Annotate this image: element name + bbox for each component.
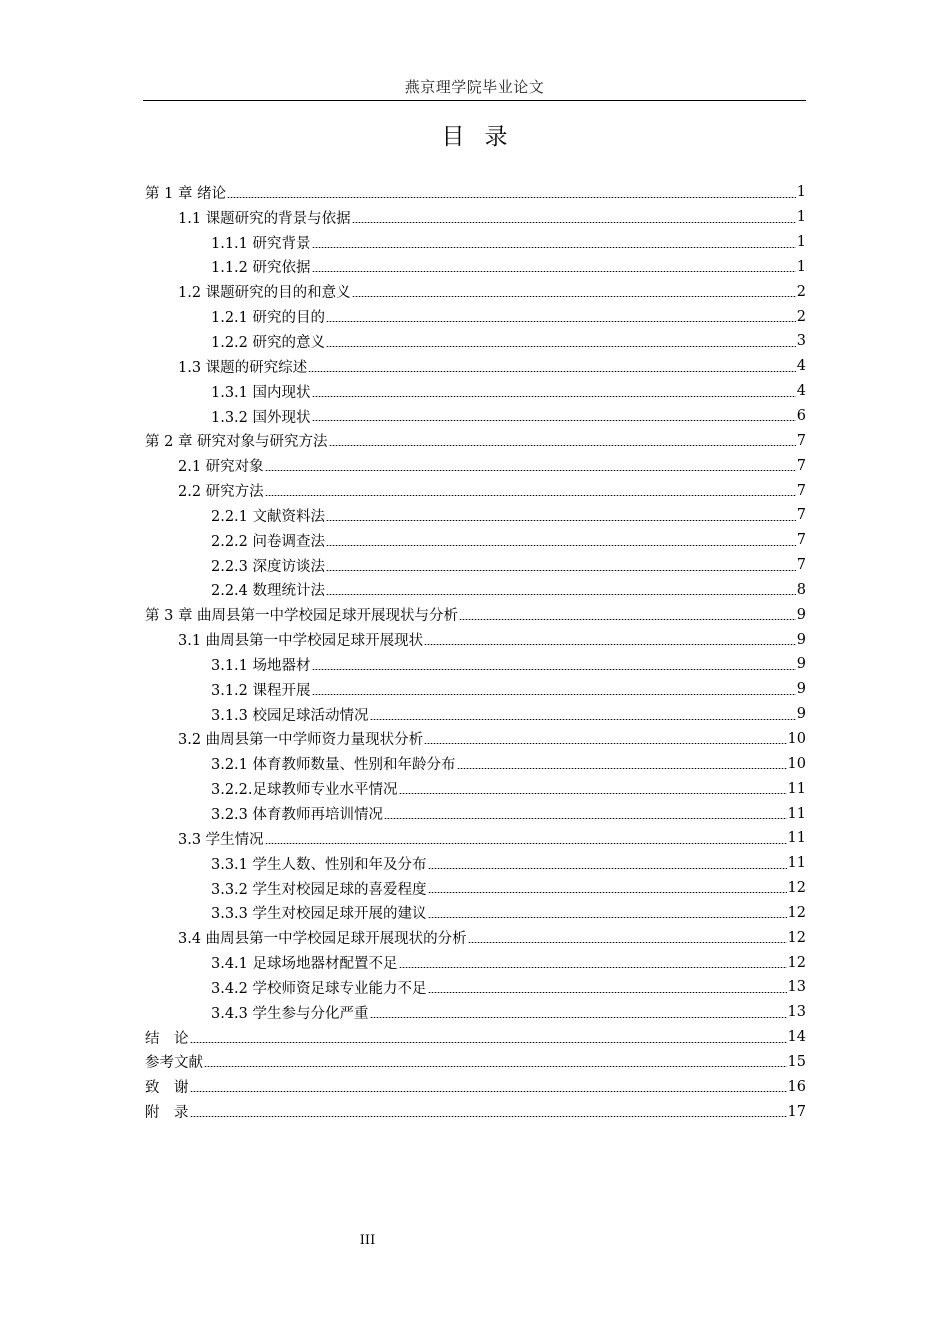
toc-entry-title: 3.2 曲周县第一中学师资力量现状分析 xyxy=(178,732,424,749)
toc-entry-page: 7 xyxy=(796,457,806,474)
toc-entry[interactable] xyxy=(143,727,806,752)
toc-entry-title: 3.2.1 体育教师数量、性别和年龄分布 xyxy=(211,757,456,774)
toc-entry-page: 17 xyxy=(787,1103,806,1120)
toc-entry-page: 7 xyxy=(796,532,806,549)
toc-entry-page: 10 xyxy=(787,755,806,772)
toc-entry[interactable] xyxy=(143,578,806,603)
toc-entry-title: 3.4.3 学生参与分化严重 xyxy=(211,1005,369,1022)
toc-entry[interactable] xyxy=(143,1074,806,1099)
toc-entry-title: 1.1.2 研究依据 xyxy=(211,260,311,277)
toc-entry-page: 2 xyxy=(796,283,806,300)
toc-entry-title: 3.1 曲周县第一中学校园足球开展现状 xyxy=(178,633,424,650)
toc-entry-page: 10 xyxy=(787,730,806,747)
toc-entry-page: 12 xyxy=(787,929,806,946)
toc-entry[interactable] xyxy=(143,304,806,329)
toc-entry-title: 2.2 研究方法 xyxy=(178,484,264,501)
toc-entry-title: 2.2.2 问卷调查法 xyxy=(211,533,326,550)
toc-entry-title: 3.4 曲周县第一中学校园足球开展现状的分析 xyxy=(178,931,467,948)
dot-leader xyxy=(457,768,787,769)
toc-entry-page: 11 xyxy=(787,780,806,797)
toc-entry-title: 2.2.1 文献资料法 xyxy=(211,508,326,525)
dot-leader xyxy=(326,570,796,571)
dot-leader xyxy=(370,719,796,720)
dot-leader xyxy=(428,892,787,893)
toc-entry-page: 4 xyxy=(796,358,806,375)
dot-leader xyxy=(312,669,796,670)
toc-entry-title: 第 3 章 曲周县第一中学校园足球开展现状与分析 xyxy=(145,608,459,625)
toc-entry-title: 3.2.3 体育教师再培训情况 xyxy=(211,807,384,824)
toc-entry-title: 第 1 章 绪论 xyxy=(145,185,227,202)
toc-entry-title: 1.3.1 国内现状 xyxy=(211,384,311,401)
dot-leader xyxy=(329,445,796,446)
toc-entry[interactable] xyxy=(143,876,806,901)
toc-entry-page: 9 xyxy=(796,706,806,723)
dot-leader xyxy=(227,197,796,198)
toc-entry-page: 1 xyxy=(796,258,806,275)
table-of-contents xyxy=(143,180,806,1124)
toc-entry[interactable] xyxy=(143,230,806,255)
dot-leader xyxy=(326,594,796,595)
toc-entry[interactable] xyxy=(143,627,806,652)
running-header: 燕京理学院毕业论文 xyxy=(404,78,545,96)
toc-entry-page: 3 xyxy=(796,333,806,350)
dot-leader xyxy=(312,396,796,397)
toc-entry[interactable] xyxy=(143,751,806,776)
toc-entry-title: 3.4.1 足球场地器材配置不足 xyxy=(211,956,398,973)
dot-leader xyxy=(326,321,796,322)
toc-entry-title: 3.3.3 学生对校园足球开展的建议 xyxy=(211,906,427,923)
toc-entry-title: 3.1.2 课程开展 xyxy=(211,682,311,699)
toc-entry-title: 1.1 课题研究的背景与依据 xyxy=(178,210,351,227)
dot-leader xyxy=(459,619,796,620)
dot-leader xyxy=(312,271,796,272)
toc-entry-title: 附 录 xyxy=(145,1105,189,1122)
toc-entry-page: 11 xyxy=(787,855,806,872)
toc-entry[interactable] xyxy=(143,404,806,429)
toc-entry-title: 3.1.1 场地器材 xyxy=(211,657,311,674)
toc-entry[interactable] xyxy=(143,1099,806,1124)
dot-leader xyxy=(265,495,796,496)
page-number: III xyxy=(359,1233,376,1248)
toc-entry[interactable] xyxy=(143,702,806,727)
toc-entry-page: 1 xyxy=(796,209,806,226)
toc-entry-title: 参考文献 xyxy=(145,1055,203,1072)
toc-entry-page: 11 xyxy=(787,805,806,822)
toc-entry[interactable] xyxy=(143,975,806,1000)
dot-leader xyxy=(428,917,787,918)
toc-entry[interactable] xyxy=(143,950,806,975)
toc-entry-page: 8 xyxy=(796,581,806,598)
toc-entry[interactable] xyxy=(143,379,806,404)
toc-entry[interactable] xyxy=(143,677,806,702)
toc-entry[interactable] xyxy=(143,354,806,379)
toc-entry-page: 12 xyxy=(787,904,806,921)
toc-entry[interactable] xyxy=(143,1050,806,1075)
toc-entry-page: 13 xyxy=(787,979,806,996)
toc-entry[interactable] xyxy=(143,900,806,925)
toc-entry[interactable] xyxy=(143,180,806,205)
toc-entry-page: 2 xyxy=(796,308,806,325)
toc-entry-title: 1.2.1 研究的目的 xyxy=(211,310,326,327)
dot-leader xyxy=(312,694,796,695)
dot-leader xyxy=(190,1042,787,1043)
toc-entry-page: 11 xyxy=(787,830,806,847)
toc-entry-title: 2.1 研究对象 xyxy=(178,459,264,476)
dot-leader xyxy=(384,818,787,819)
dot-leader xyxy=(265,470,796,471)
toc-entry[interactable] xyxy=(143,776,806,801)
toc-entry[interactable] xyxy=(143,1025,806,1050)
toc-entry-title: 3.3 学生情况 xyxy=(178,831,264,848)
toc-entry[interactable] xyxy=(143,453,806,478)
toc-entry-title: 1.3.2 国外现状 xyxy=(211,409,311,426)
dot-leader xyxy=(352,296,796,297)
toc-entry-page: 9 xyxy=(796,681,806,698)
dot-leader xyxy=(468,942,787,943)
toc-entry-page: 9 xyxy=(796,656,806,673)
toc-entry[interactable] xyxy=(143,925,806,950)
toc-entry-title: 1.1.1 研究背景 xyxy=(211,235,311,252)
toc-entry-title: 2.2.3 深度访谈法 xyxy=(211,558,326,575)
toc-entry[interactable] xyxy=(143,255,806,280)
toc-entry-page: 7 xyxy=(796,482,806,499)
toc-entry-page: 7 xyxy=(796,557,806,574)
dot-leader xyxy=(326,346,796,347)
toc-entry-page: 9 xyxy=(796,631,806,648)
toc-entry-page: 13 xyxy=(787,1004,806,1021)
toc-entry-page: 7 xyxy=(796,432,806,449)
toc-entry-title: 2.2.4 数理统计法 xyxy=(211,583,326,600)
dot-leader xyxy=(370,1017,787,1018)
toc-entry-page: 7 xyxy=(796,507,806,524)
toc-entry-title: 结 论 xyxy=(145,1030,189,1047)
dot-leader xyxy=(190,1116,787,1117)
dot-leader xyxy=(424,644,796,645)
toc-entry-page: 6 xyxy=(796,408,806,425)
toc-entry[interactable] xyxy=(143,503,806,528)
toc-entry[interactable] xyxy=(143,826,806,851)
dot-leader xyxy=(265,843,787,844)
toc-entry[interactable] xyxy=(143,851,806,876)
toc-entry-page: 15 xyxy=(787,1053,806,1070)
toc-entry-title: 3.4.2 学校师资足球专业能力不足 xyxy=(211,980,427,997)
toc-entry[interactable] xyxy=(143,279,806,304)
toc-entry-title: 致 谢 xyxy=(145,1080,189,1097)
toc-entry-title: 3.2.2.足球教师专业水平情况 xyxy=(211,782,398,799)
dot-leader xyxy=(326,545,796,546)
toc-entry[interactable] xyxy=(143,205,806,230)
dot-leader xyxy=(399,793,787,794)
toc-entry-title: 第 2 章 研究对象与研究方法 xyxy=(145,434,328,451)
dot-leader xyxy=(312,420,796,421)
dot-leader xyxy=(428,868,787,869)
toc-entry-page: 12 xyxy=(787,954,806,971)
dot-leader xyxy=(424,743,786,744)
toc-entry-title: 3.3.1 学生人数、性别和年及分布 xyxy=(211,856,427,873)
toc-entry[interactable] xyxy=(143,428,806,453)
dot-leader xyxy=(308,371,796,372)
dot-leader xyxy=(312,247,796,248)
page-title: 目录 xyxy=(441,124,528,150)
dot-leader xyxy=(428,992,787,993)
dot-leader xyxy=(352,222,796,223)
toc-entry[interactable] xyxy=(143,652,806,677)
toc-entry-page: 14 xyxy=(787,1029,806,1046)
toc-entry[interactable] xyxy=(143,329,806,354)
toc-entry[interactable] xyxy=(143,602,806,627)
toc-entry-page: 12 xyxy=(787,880,806,897)
toc-entry-title: 3.3.2 学生对校园足球的喜爱程度 xyxy=(211,881,427,898)
toc-entry-title: 3.1.3 校园足球活动情况 xyxy=(211,707,369,724)
toc-entry-page: 4 xyxy=(796,383,806,400)
toc-entry[interactable] xyxy=(143,553,806,578)
toc-entry[interactable] xyxy=(143,528,806,553)
toc-entry-page: 9 xyxy=(796,606,806,623)
toc-entry-title: 1.2.2 研究的意义 xyxy=(211,334,326,351)
dot-leader xyxy=(190,1091,787,1092)
toc-entry-page: 16 xyxy=(787,1078,806,1095)
toc-entry[interactable] xyxy=(143,801,806,826)
toc-entry-page: 1 xyxy=(796,184,806,201)
header-rule xyxy=(143,100,806,101)
dot-leader xyxy=(399,967,787,968)
toc-entry[interactable] xyxy=(143,1000,806,1025)
toc-entry-title: 1.3 课题的研究综述 xyxy=(178,359,308,376)
toc-entry-page: 1 xyxy=(796,234,806,251)
dot-leader xyxy=(204,1066,787,1067)
toc-entry[interactable] xyxy=(143,478,806,503)
dot-leader xyxy=(326,520,796,521)
toc-entry-title: 1.2 课题研究的目的和意义 xyxy=(178,285,351,302)
